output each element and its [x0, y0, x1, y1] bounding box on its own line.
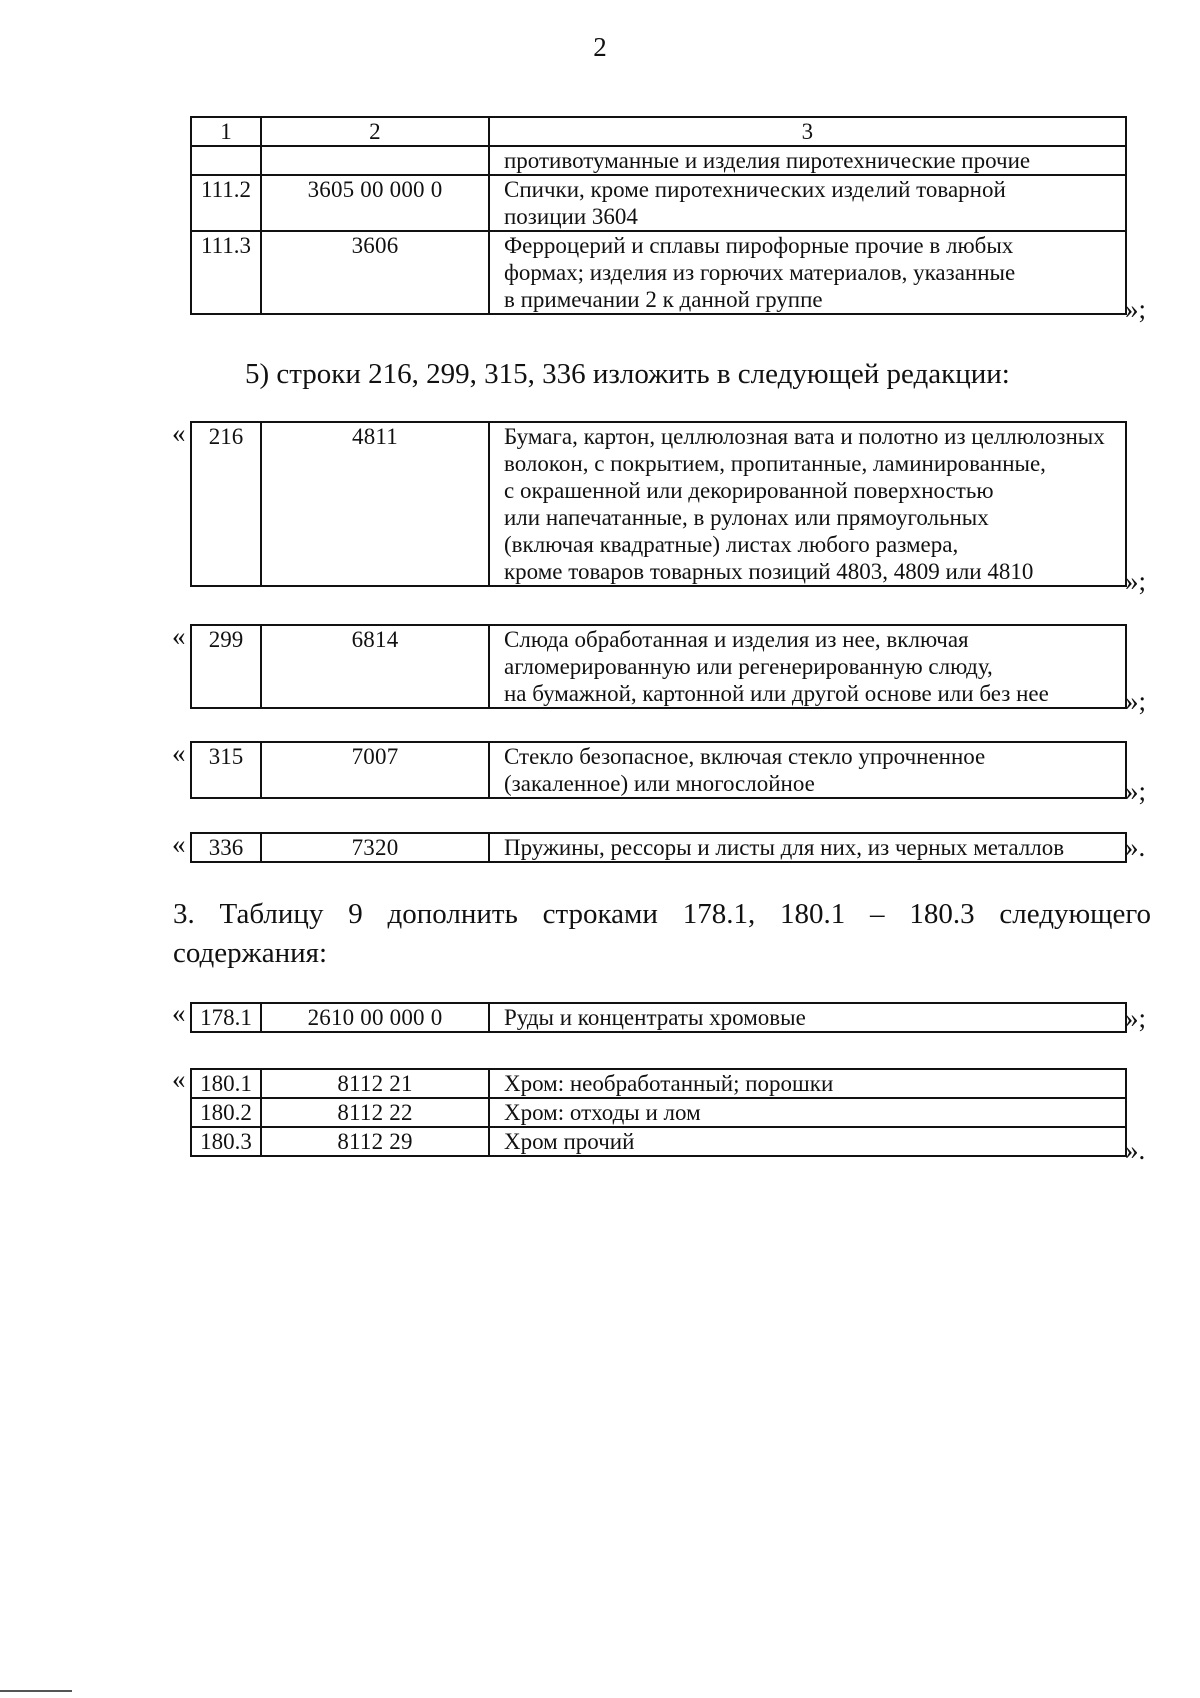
header-cell: 1 — [191, 117, 261, 146]
row-number: 336 — [191, 833, 261, 862]
table-continuation — [190, 116, 1127, 315]
table-row-216 — [190, 421, 1127, 587]
row-number: 299 — [191, 625, 261, 708]
section-3-line-2: содержания: — [173, 937, 328, 969]
closing-quote: »; — [1125, 776, 1147, 806]
row-number: 111.2 — [191, 175, 261, 231]
row-code: 8112 21 — [261, 1069, 489, 1098]
row-number: 178.1 — [191, 1003, 261, 1032]
opening-quote: « — [172, 829, 186, 859]
table-row-336 — [190, 832, 1127, 863]
table-row — [191, 1003, 1126, 1032]
closing-quote: »; — [1125, 686, 1147, 716]
row-number — [191, 146, 261, 175]
header-cell: 2 — [261, 117, 489, 146]
row-number: 315 — [191, 742, 261, 798]
table-row-299 — [190, 624, 1127, 709]
section-5-heading: 5) строки 216, 299, 315, 336 изложить в следующей редакции: — [245, 358, 1010, 390]
header-cell: 3 — [489, 117, 1126, 146]
closing-quote: »; — [1125, 294, 1147, 324]
closing-quote: ». — [1125, 832, 1146, 862]
opening-quote: « — [172, 998, 186, 1028]
row-number: 111.3 — [191, 231, 261, 314]
row-description: Хром: отходы и лом — [489, 1098, 1126, 1127]
row-code: 7320 — [261, 833, 489, 862]
opening-quote: « — [172, 418, 186, 448]
opening-quote: « — [172, 738, 186, 768]
footer-mark — [0, 1690, 72, 1692]
row-code: 3606 — [261, 231, 489, 314]
row-code: 8112 22 — [261, 1098, 489, 1127]
table-rows-180 — [190, 1068, 1127, 1157]
row-description: Бумага, картон, целлюлозная вата и полотно из целлюлозных волокон, с покрытием, пропитанные, ламинированные, с окрашенной или декорированной поверхностью или напечатанные, в рулонах или прямоугольных (включая квадратные) листах любого размера, кроме товаров товарных позиций 4803, 4809 или 4810 — [489, 422, 1126, 586]
row-description: Стекло безопасное, включая стекло упрочненное (закаленное) или многослойное — [489, 742, 1126, 798]
closing-quote: »; — [1125, 1003, 1147, 1033]
row-description: противотуманные и изделия пиротехнические прочие — [489, 146, 1126, 175]
row-description: Пружины, рессоры и листы для них, из черных металлов — [489, 833, 1126, 862]
row-code: 2610 00 000 0 — [261, 1003, 489, 1032]
closing-quote: ». — [1125, 1135, 1146, 1165]
table-row — [191, 625, 1126, 708]
table-row — [191, 1069, 1126, 1098]
opening-quote: « — [172, 1064, 186, 1094]
table-row-315 — [190, 741, 1127, 799]
row-number: 180.3 — [191, 1127, 261, 1156]
table-row — [191, 742, 1126, 798]
row-number: 216 — [191, 422, 261, 586]
closing-quote: »; — [1125, 566, 1147, 596]
row-number: 180.2 — [191, 1098, 261, 1127]
table-row — [191, 231, 1126, 314]
row-description: Руды и концентраты хромовые — [489, 1003, 1126, 1032]
row-description: Слюда обработанная и изделия из нее, включая агломерированную или регенерированную слюду, на бумажной, картонной или другой основе или без нее — [489, 625, 1126, 708]
table-row — [191, 146, 1126, 175]
page-number: 2 — [593, 32, 607, 62]
opening-quote: « — [172, 621, 186, 651]
row-code: 4811 — [261, 422, 489, 586]
row-code: 6814 — [261, 625, 489, 708]
row-code: 8112 29 — [261, 1127, 489, 1156]
row-description: Хром прочий — [489, 1127, 1126, 1156]
section-3-line-1: 3. Таблицу 9 дополнить строками 178.1, 180.1 – 180.3 следующего — [173, 898, 1151, 930]
row-description: Хром: необработанный; порошки — [489, 1069, 1126, 1098]
table-header-row — [191, 117, 1126, 146]
row-description: Ферроцерий и сплавы пирофорные прочие в любых формах; изделия из горючих материалов, указанные в примечании 2 к данной группе — [489, 231, 1126, 314]
table-row — [191, 175, 1126, 231]
row-code — [261, 146, 489, 175]
row-number: 180.1 — [191, 1069, 261, 1098]
row-code: 3605 00 000 0 — [261, 175, 489, 231]
table-row — [191, 422, 1126, 586]
row-code: 7007 — [261, 742, 489, 798]
table-row-178-1 — [190, 1002, 1127, 1033]
table-row — [191, 1098, 1126, 1127]
table-row — [191, 833, 1126, 862]
row-description: Спички, кроме пиротехнических изделий товарной позиции 3604 — [489, 175, 1126, 231]
table-row — [191, 1127, 1126, 1156]
